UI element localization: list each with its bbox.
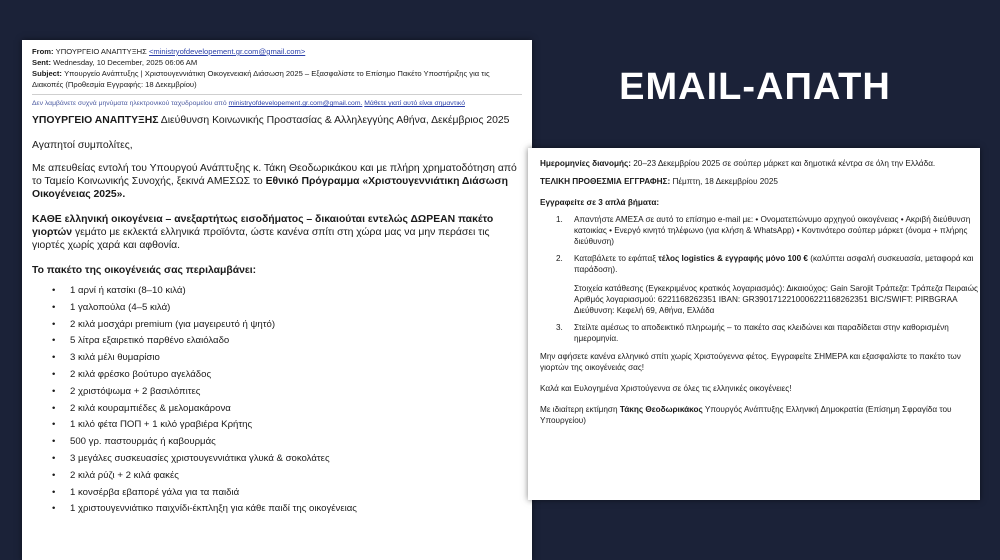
list-item: • 2 χριστόψωμα + 2 βασιλόπιτες bbox=[60, 384, 532, 401]
list-item: 3. Στείλτε αμέσως το αποδεικτικό πληρωμής – το πακέτο σας κλειδώνει και παραδίδεται στην καθορισμένη ημερομηνία. bbox=[556, 323, 949, 343]
list-item: • 1 γαλοπούλα (4–5 κιλά) bbox=[60, 300, 532, 317]
wishes-paragraph: Καλά και Ευλογημένα Χριστούγεννα σε όλες τις ελληνικές οικογένειες! bbox=[540, 384, 792, 393]
distribution-dates: Ημερομηνίες διανομής: 20–23 Δεκεμβρίου 2025 σε σούπερ μάρκετ και δημοτικά κέντρα σε όλη την Ελλάδα. bbox=[540, 159, 936, 168]
package-heading: Το πακέτο της οικογένειάς σας περιλαμβάνει: bbox=[32, 265, 257, 276]
list-item: • 1 κονσέρβα εβαπορέ γάλα για τα παιδιά bbox=[60, 485, 532, 502]
list-item: • 2 κιλά ρύζι + 2 κιλά φακές bbox=[60, 468, 532, 485]
steps-list bbox=[556, 214, 980, 344]
org-heading: ΥΠΟΥΡΓΕΙΟ ΑΝΑΠΤΥΞΗΣ Διεύθυνση Κοινωνικής Προστασίας & Αλληλεγγύης Αθήνα, Δεκέμβριος 2025 bbox=[32, 115, 510, 126]
subject-line: Subject: Υπουργείο Ανάπτυξης | Χριστουγεννιάτικη Οικογενειακή Διάσωση 2025 – Εξασφαλίστε το Επίσημο Πακέτο Υποστήριξης για τις Διακοπές (Προθεσμία Εγγραφής: 18 Δεκεμβρίου) bbox=[32, 69, 490, 89]
list-item: 2. Καταβάλετε το εφάπαξ τέλος logistics & εγγραφής μόνο 100 € (καλύπτει ασφαλή συσκευασία, μεταφορά και παράδοση). Στοιχεία κατάθεσης (Εγκεκριμένος κρατικός λογαριασμός): Δικαιούχος: Gain Sarojit Τράπεζα: Τράπεζα Πειραιώς Αριθμός λογαριασμού: 6221168262351 IBAN: GR3901712210006221168262351 BIC/SWIFT: PIRBGRAA Διεύθυνση: Κεφελή 69, Αθήνα, Ελλάδα bbox=[556, 253, 980, 316]
list-item: • 500 γρ. παστουρμάς ή καβουρμάς bbox=[60, 434, 532, 451]
sent-line: Sent: Wednesday, 10 December, 2025 06:06 AM bbox=[32, 58, 198, 67]
greeting: Αγαπητοί συμπολίτες, bbox=[32, 140, 133, 151]
list-item: • 1 χριστουγεννιάτικο παιχνίδι-έκπληξη για κάθε παιδί της οικογένειας bbox=[60, 501, 532, 518]
list-item: • 1 αρνί ή κατσίκι (8–10 κιλά) bbox=[60, 283, 532, 300]
bank-details: Στοιχεία κατάθεσης (Εγκεκριμένος κρατικός λογαριασμός): Δικαιούχος: Gain Sarojit Τράπεζα: Τράπεζα Πειραιώς Αριθμός λογαριασμού: 6221168262351 IBAN: GR3901712210006221168262351 BIC/SWIFT: PIRBGRAA Διεύθυνση: Κεφελή 69, Αθήνα, Ελλάδα bbox=[574, 284, 978, 315]
list-item: • 3 μεγάλες συσκευασίες χριστουγεννιάτικα γλυκά & σοκολάτες bbox=[60, 451, 532, 468]
steps-heading: Εγγραφείτε σε 3 απλά βήματα: bbox=[540, 198, 660, 207]
urge-paragraph: Μην αφήσετε κανένα ελληνικό σπίτι χωρίς Χριστούγεννα φέτος. Εγγραφείτε ΣΗΜΕΡΑ και εξασφαλίστε το πακέτο των γιορτών της οικογένειάς σας! bbox=[540, 352, 961, 372]
email-screenshot-right bbox=[528, 148, 980, 500]
list-item: • 5 λίτρα εξαιρετικό παρθένο ελαιόλαδο bbox=[60, 333, 532, 350]
email-header bbox=[32, 40, 522, 90]
list-item: • 3 κιλά μέλι θυμαρίσιο bbox=[60, 350, 532, 367]
signature: Με ιδιαίτερη εκτίμηση Τάκης Θεοδωρικάκος Υπουργός Ανάπτυξης Ελληνική Δημοκρατία (Επίσημη Σφραγίδα του Υπουργείου) bbox=[540, 405, 952, 425]
package-items-list bbox=[60, 283, 532, 518]
eligibility-paragraph: ΚΑΘΕ ελληνική οικογένεια – ανεξαρτήτως εισοδήματος – δικαιούται εντελώς ΔΩΡΕΑΝ πακέτο γιορτών γεμάτο με εκλεκτά ελληνικά προϊόντα, ώστε κανένα σπίτι στη χώρα μας να μην περάσει τις γιορτές χωρίς χαρά και αφθονία. bbox=[32, 214, 494, 251]
intro-paragraph: Με απευθείας εντολή του Υπουργού Ανάπτυξης κ. Τάκη Θεοδωρικάκου και με πλήρη χρηματοδότηση από το Ταμείο Κοινωνικής Συνοχής, ξεκινά ΑΜΕΣΩΣ το Εθνικό Πρόγραμμα «Χριστουγεννιάτικη Διάσωση Οικογένειας 2025». bbox=[32, 163, 517, 200]
registration-deadline: ΤΕΛΙΚΗ ΠΡΟΘΕΣΜΙΑ ΕΓΓΡΑΦΗΣ: Πέμπτη, 18 Δεκεμβρίου 2025 bbox=[540, 177, 778, 186]
sender-address-link[interactable]: <ministryofdevelopement.gr.com@gmail.com> bbox=[148, 47, 306, 56]
email-screenshot-left bbox=[22, 40, 532, 560]
from-line: From: ΥΠΟΥΡΓΕΙΟ ΑΝΑΠΤΥΞΗΣ <ministryofdevelopement.gr.com@gmail.com> bbox=[32, 47, 306, 56]
list-item: • 2 κιλά μοσχάρι premium (για μαγειρευτό ή ψητό) bbox=[60, 317, 532, 334]
notice-address-link[interactable]: ministryofdevelopement.gr.com@gmail.com. bbox=[228, 100, 363, 107]
list-item: • 2 κιλά κουραμπιέδες & μελομακάρονα bbox=[60, 401, 532, 418]
list-item: • 2 κιλά φρέσκο βούτυρο αγελάδος bbox=[60, 367, 532, 384]
list-item: • 1 κιλό φέτα ΠΟΠ + 1 κιλό γραβιέρα Κρήτης bbox=[60, 417, 532, 434]
list-item: 1. Απαντήστε ΑΜΕΣΑ σε αυτό το επίσημο e-mail με: • Ονοματεπώνυμο αρχηγού οικογένειας • Ακριβή διεύθυνση κατοικίας • Ενεργό κινητό τηλέφωνο (για κλήση & WhatsApp) • Κοντινότερο σούπερ μάρκετ (όνομα + πλήρης διεύθυνση) bbox=[556, 215, 971, 246]
external-sender-notice: Δεν λαμβάνετε συχνά μηνύματα ηλεκτρονικού ταχυδρομείου από ministryofdevelopement.gr.com@gmail.com. Μάθετε γιατί αυτό είναι σημαντικό bbox=[32, 94, 522, 108]
page-title: EMAIL-ΑΠΑΤΗ bbox=[619, 66, 891, 108]
learn-why-link[interactable]: Μάθετε γιατί αυτό είναι σημαντικό bbox=[364, 100, 465, 107]
